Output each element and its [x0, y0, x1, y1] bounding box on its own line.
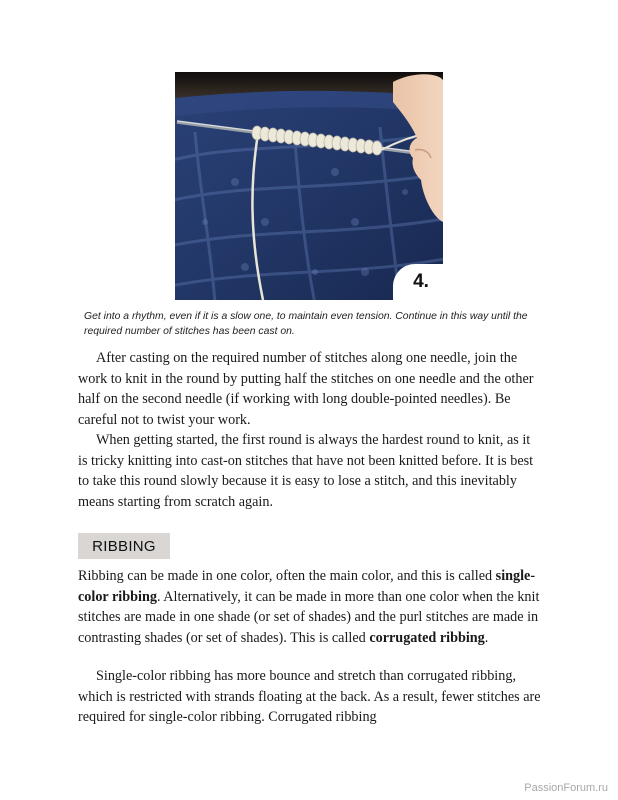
knitting-photo: [175, 72, 443, 300]
watermark: PassionForum.ru: [524, 782, 608, 794]
section-heading: RIBBING: [78, 533, 170, 559]
body-paragraph: When getting started, the first round is always the hardest round to knit, as it is tricky knitting into cast-on stitches that have not been knitted before. It is best to take this round slowly because it is easy to lose a stitch, and this inevitably means starting from scratch again.: [78, 432, 534, 510]
body-paragraph: Single-color ribbing has more bounce and stretch than corrugated ribbing, which is restricted with strands floating at the back. As a result, fewer stitches are required for single-color ribbing. Corrugated ribbing: [78, 668, 541, 726]
text-segment: . Alternatively, it can be made in more than one color when the knit stitches are made in one shade (or set of shades) and the purl stitches are made in contrasting shades (or set of shades). This is called: [78, 588, 540, 646]
term-corrugated-ribbing: corrugated ribbing: [369, 629, 485, 646]
body-paragraph: After casting on the required number of stitches along one needle, join the work to knit in the round by putting half the stitches on one needle and the other half on the second needle (if working with long double-pointed needles). Be careful not to twist your work.: [78, 350, 534, 428]
photo-caption: Get into a rhythm, even if it is a slow one, to maintain even tension. Continue in this way until the required number of stitches has been cast on.: [84, 311, 528, 337]
text-segment: .: [484, 629, 489, 646]
term-single-color-ribbing: single-color ribbing: [78, 568, 536, 605]
step-number-badge: 4.: [393, 264, 443, 300]
ribbing-paragraph: [78, 566, 542, 648]
text-segment: Ribbing can be made in one color, often the main color, and this is called: [78, 568, 496, 584]
knitting-illustration: [175, 72, 443, 300]
